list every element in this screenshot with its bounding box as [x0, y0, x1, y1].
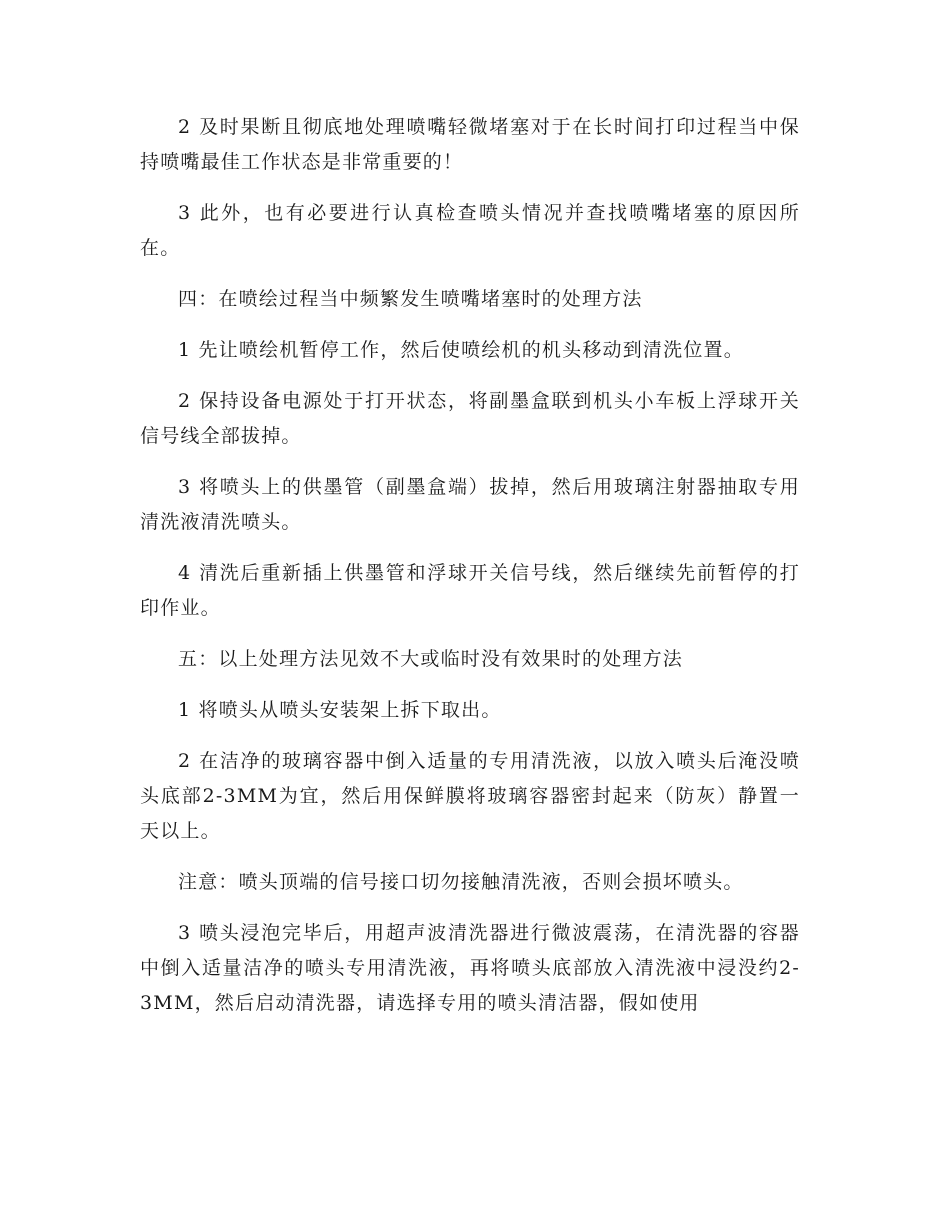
paragraph-check-cause: 3 此外，也有必要进行认真检查喷头情况并查找喷嘴堵塞的原因所在。 [140, 202, 800, 259]
paragraph-step-unplug-signal: 2 保持设备电源处于打开状态，将副墨盒联到机头小车板上浮球开关信号线全部拔掉。 [140, 390, 800, 447]
paragraph-step-syringe-clean: 3 将喷头上的供墨管（副墨盒端）拔掉，然后用玻璃注射器抽取专用清洗液清洗喷头。 [140, 476, 800, 533]
paragraph-step-reconnect: 4 清洗后重新插上供墨管和浮球开关信号线，然后继续先前暂停的打印作业。 [140, 562, 800, 619]
paragraph-step-soak: 2 在洁净的玻璃容器中倒入适量的专用清洗液，以放入喷头后淹没喷头底部2-3MM为宜，然后用保鲜膜将玻璃容器密封起来（防灰）静置一天以上。 [140, 750, 800, 842]
paragraph-nozzle-minor-clog: 2 及时果断且彻底地处理喷嘴轻微堵塞对于在长时间打印过程当中保持喷嘴最佳工作状态是非常重要的！ [140, 116, 800, 173]
paragraph-step-remove-head: 1 将喷头从喷头安装架上拆下取出。 [178, 699, 502, 721]
paragraph-step-pause: 1 先让喷绘机暂停工作，然后使喷绘机的机头移动到清洗位置。 [178, 339, 744, 361]
section-heading-ineffective: 五：以上处理方法见效不大或临时没有效果时的处理方法 [178, 648, 684, 670]
section-heading-frequent-clog: 四：在喷绘过程当中频繁发生喷嘴堵塞时的处理方法 [178, 288, 643, 310]
paragraph-caution-note: 注意：喷头顶端的信号接口切勿接触清洗液，否则会损坏喷头。 [178, 871, 744, 893]
document-page [140, 110, 800, 1037]
paragraph-step-ultrasonic: 3 喷头浸泡完毕后，用超声波清洗器进行微波震荡，在清洗器的容器中倒入适量洁净的喷头专用清洗液，再将喷头底部放入清洗液中浸没约2-3MM，然后启动清洗器，请选择专用的喷头清洁器，假如使用 [140, 922, 800, 1014]
